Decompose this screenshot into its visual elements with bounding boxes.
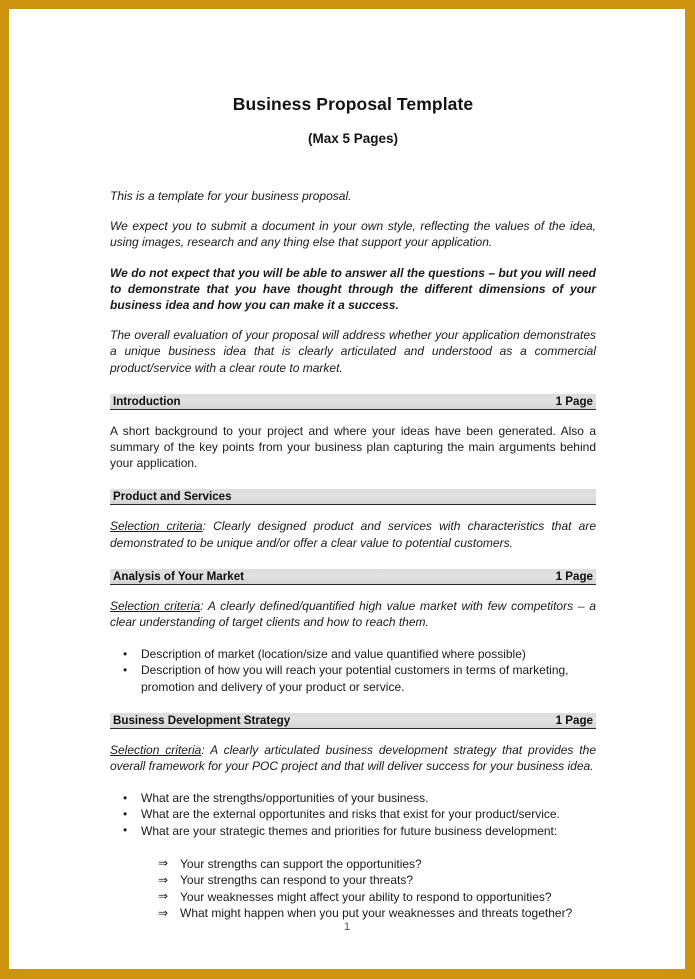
list-item: • What are the strengths/opportunities of your business. <box>110 790 596 806</box>
intro-paragraph-4: The overall evaluation of your proposal will address whether your application demonstrates a unique business idea that is clearly articulated and understood as a commercial product/service with a clear route to market. <box>110 328 596 375</box>
selection-criteria-label: Selection criteria <box>110 519 203 534</box>
section-header-product-and-services <box>110 489 596 505</box>
selection-criteria-label: Selection criteria <box>110 598 201 613</box>
business-development-strategy-bullets <box>110 790 596 839</box>
list-item: • What are the external opportunites and risks that exist for your product/service. <box>110 806 596 822</box>
page-number: 1 <box>343 921 351 933</box>
intro-paragraph-1: This is a template for your business proposal. <box>110 189 352 203</box>
section-page-count: 1 Page <box>555 713 593 727</box>
page-subtitle: (Max 5 Pages) <box>307 131 399 146</box>
introduction-body: A short background to your project and where your ideas have been generated. Also a summary of the key points from your business plan capturing the main arguments behind your application. <box>110 423 596 471</box>
section-title: Product and Services <box>113 490 232 504</box>
analysis-of-your-market-criteria <box>110 598 596 630</box>
list-item: ⇒ Your strengths can support the opportunities? <box>110 856 596 872</box>
section-header-introduction <box>110 394 596 410</box>
document-sheet <box>9 9 685 969</box>
selection-criteria-label: Selection criteria <box>110 742 202 757</box>
section-title: Business Development Strategy <box>113 713 291 727</box>
business-development-strategy-criteria <box>110 742 596 774</box>
document-content <box>110 9 596 922</box>
intro-block <box>110 146 596 376</box>
intro-paragraph-3: We do not expect that you will be able to answer all the questions – but you will need to demonstrate that you have thought through the different dimensions of your business idea and how you can make it a success. <box>110 265 596 313</box>
section-header-analysis-of-your-market <box>110 569 596 585</box>
list-item: • Description of market (location/size and value quantified where possible) <box>110 646 596 662</box>
section-title: Analysis of Your Market <box>113 569 245 583</box>
section-page-count: 1 Page <box>555 569 593 583</box>
section-title: Introduction <box>113 394 181 408</box>
section-header-business-development-strategy <box>110 713 596 729</box>
page-title: Business Proposal Template <box>232 94 474 114</box>
intro-paragraph-2: We expect you to submit a document in your own style, reflecting the values of the idea, using images, research and any thing else that support your application. <box>110 219 596 250</box>
business-development-strategy-sub-bullets <box>110 856 596 922</box>
selection-criteria-text: : Clearly designed product and services with characteristics that are demonstrated to be unique and/or offer a clear value to potential customers. <box>110 519 596 550</box>
product-and-services-criteria <box>110 518 596 550</box>
list-item: • Description of how you will reach your potential customers in terms of marketing, promotion and delivery of your product or service. <box>110 662 596 694</box>
list-item: • What are your strategic themes and priorities for future business development: <box>110 823 596 839</box>
list-item: ⇒ Your weaknesses might affect your ability to respond to opportunities? <box>110 889 596 905</box>
analysis-of-your-market-bullets <box>110 646 596 695</box>
section-page-count: 1 Page <box>555 394 593 408</box>
selection-criteria-text: : A clearly articulated business development strategy that provides the overall framework for your POC project and that will deliver success for your business idea. <box>110 742 596 774</box>
selection-criteria-text: : A clearly defined/quantified high value market with few competitors – a clear understanding of target clients and how to reach them. <box>110 598 596 630</box>
list-item: ⇒ Your strengths can respond to your threats? <box>110 872 596 888</box>
list-item: ⇒ What might happen when you put your weaknesses and threats together? <box>110 905 596 921</box>
